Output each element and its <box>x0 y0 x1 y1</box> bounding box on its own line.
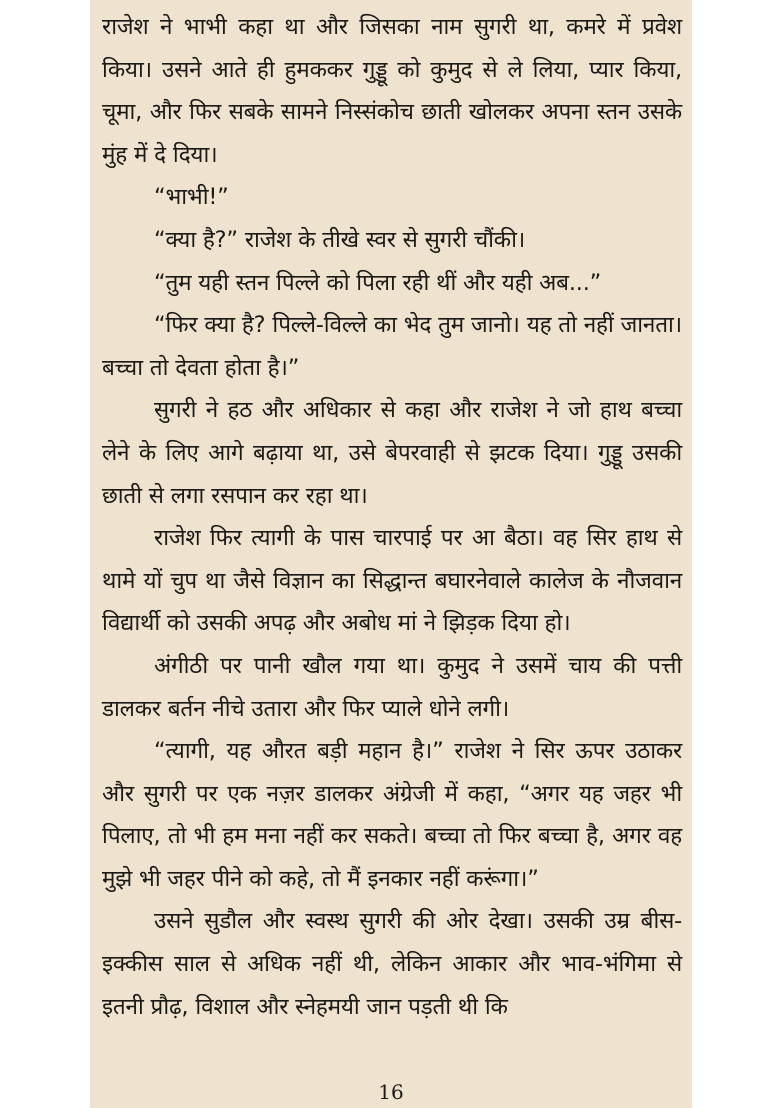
paragraph-dialogue-stan: “तुम यही स्तन पिल्ले को पिला रही थीं और यही अब...” <box>154 269 602 296</box>
page-number: 16 <box>378 1080 404 1104</box>
paragraph-dialogue-kya-hai: “क्या है?” राजेश के तीखे स्वर से सुगरी चौंकी। <box>154 226 526 253</box>
paragraph-tyagi-mahan: “त्यागी, यह औरत बड़ी महान है।” राजेश ने सिर ऊपर उठाकर और सुगरी पर एक नज़र डालकर अंग्रेजी में कहा, “अगर यह जहर भी पिलाए, तो भी हम मना नहीं कर सकते। बच्चा तो फिर बच्चा है, अगर वह मुझे भी जहर पीने को कहे, तो मैं इनकार नहीं करूंगा।” <box>102 738 682 892</box>
paragraph-sudaul: उसने सुडौल और स्वस्थ सुगरी की ओर देखा। उसकी उम्र बीस-इक्कीस साल से अधिक नहीं थी, लेकिन आकार और भाव-भंगिमा से इतनी प्रौढ़, विशाल और स्नेहमयी जान पड़ती थी कि <box>102 908 682 1020</box>
paragraph-sugri-hath: सुगरी ने हठ और अधिकार से कहा और राजेश ने जो हाथ बच्चा लेने के लिए आगे बढ़ाया था, उसे बेपरवाही से झटक दिया। गुड्डू उसकी छाती से लगा रसपान कर रहा था। <box>102 397 682 509</box>
book-page <box>90 0 692 1108</box>
body-text <box>102 6 682 1028</box>
paragraph-dialogue-devta: “फिर क्या है? पिल्ले-विल्ले का भेद तुम जानो। यह तो नहीं जानता। बच्चा तो देवता होता है।” <box>102 312 682 381</box>
paragraph-continuation: राजेश ने भाभी कहा था और जिसका नाम सुगरी था, कमरे में प्रवेश किया। उसने आते ही हुमककर गुड्डू को कुमुद से ले लिया, प्यार किया, चूमा, और फिर सबके सामने निस्संकोच छाती खोलकर अपना स्तन उसके मुंह में दे दिया। <box>102 14 682 168</box>
paragraph-rajesh-baitha: राजेश फिर त्यागी के पास चारपाई पर आ बैठा। वह सिर हाथ से थामे यों चुप था जैसे विज्ञान का सिद्धान्त बघारनेवाले कालेज के नौजवान विद्यार्थी को उसकी अपढ़ और अबोध मां ने झिड़क दिया हो। <box>102 525 682 637</box>
paragraph-angithi: अंगीठी पर पानी खौल गया था। कुमुद ने उसमें चाय की पत्ती डालकर बर्तन नीचे उतारा और फिर प्याले धोने लगी। <box>102 652 682 722</box>
paragraph-dialogue-bhabhi: “भाभी!” <box>154 184 229 211</box>
